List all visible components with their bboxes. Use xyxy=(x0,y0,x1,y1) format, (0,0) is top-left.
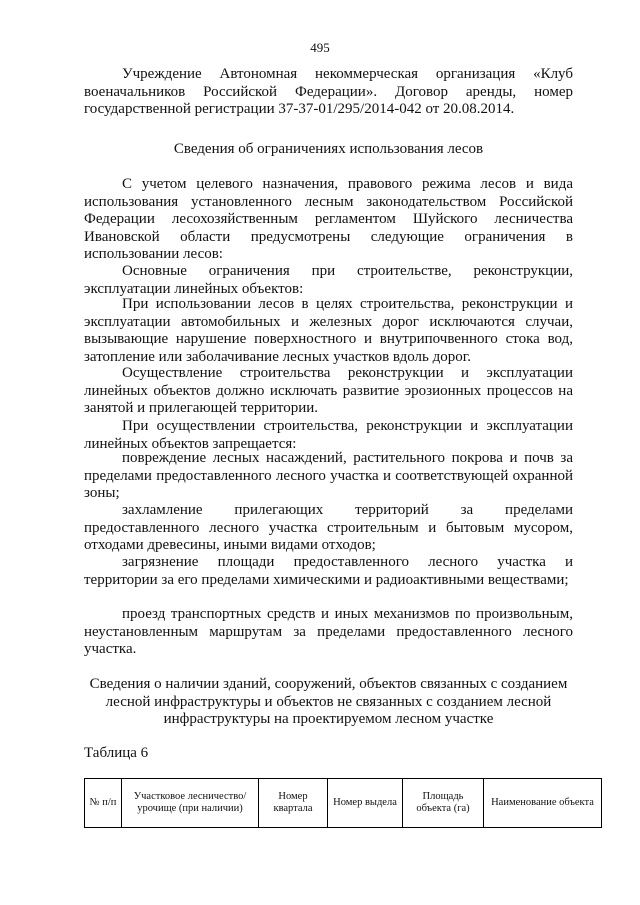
table-label: Таблица 6 xyxy=(84,745,149,761)
paragraph-pollution: загрязнение площади предоставленного лесного участка и территории за его пределами химическими и радиоактивными веществами; xyxy=(84,554,573,588)
section-heading-buildings: Сведения о наличии зданий, сооружений, объектов связанных с созданием лесной инфраструктуры и объектов не связанных с созданием лесной инфраструктуры на проектируемом лесном участке xyxy=(89,676,568,727)
paragraph-damage: повреждение лесных насаждений, растительного покрова и почв за пределами предоставленного лесного участка и соответствующей охранной зоны; xyxy=(84,450,573,501)
table-header-row xyxy=(85,779,602,828)
objects-table xyxy=(84,778,602,828)
header-cell-number: № п/п xyxy=(85,779,122,828)
paragraph-erosion: Осуществление строительства реконструкции и эксплуатации линейных объектов должно исключать развитие эрозионных процессов на занятой и прилегающей территории. xyxy=(84,365,573,416)
paragraph-restrictions-intro: С учетом целевого назначения, правового режима лесов и вида использования установленного лесным законодательством Российской Федерации лесохозяйственным регламентом Шуйского лесничества Ивановской области предусмотрены следующие ограничения в использовании лесов: xyxy=(84,176,573,262)
header-cell-plot: Номер выдела xyxy=(328,779,403,828)
paragraph-littering: захламление прилегающих территорий за пределами предоставленного лесного участка строительным и бытовым мусором, отходами древесины, иными видами отходов; xyxy=(84,502,573,553)
paragraph-roads: При использовании лесов в целях строительства, реконструкции и эксплуатации автомобильных и железных дорог исключаются случаи, вызывающие нарушение поверхностного и внутрипочвенного стока вод, затопление или заболачивание лесных участков вдоль дорог. xyxy=(84,296,573,365)
header-cell-quarter: Номер квартала xyxy=(259,779,328,828)
paragraph-main-restrictions: Основные ограничения при строительстве, реконструкции, эксплуатации линейных объектов: xyxy=(84,263,573,297)
header-cell-forestry: Участковое лесничество/урочище (при наличии) xyxy=(122,779,259,828)
section-heading-restrictions: Сведения об ограничениях использования лесов xyxy=(173,141,484,157)
header-cell-object-name: Наименование объекта xyxy=(484,779,602,828)
header-cell-area: Площадь объекта (га) xyxy=(403,779,484,828)
paragraph-vehicles: проезд транспортных средств и иных механизмов по произвольным, неустановленным маршрутам за пределами предоставленного лесного участка. xyxy=(84,606,573,657)
page-number: 495 xyxy=(310,40,330,55)
paragraph-prohibited: При осуществлении строительства, реконструкции и эксплуатации линейных объектов запрещается: xyxy=(84,418,573,452)
intro-paragraph: Учреждение Автономная некоммерческая организация «Клуб военачальников Российской Федерации». Договор аренды, номер государственной регистрации 37-37-01/295/2014-042 от 20.08.2014. xyxy=(84,66,573,117)
